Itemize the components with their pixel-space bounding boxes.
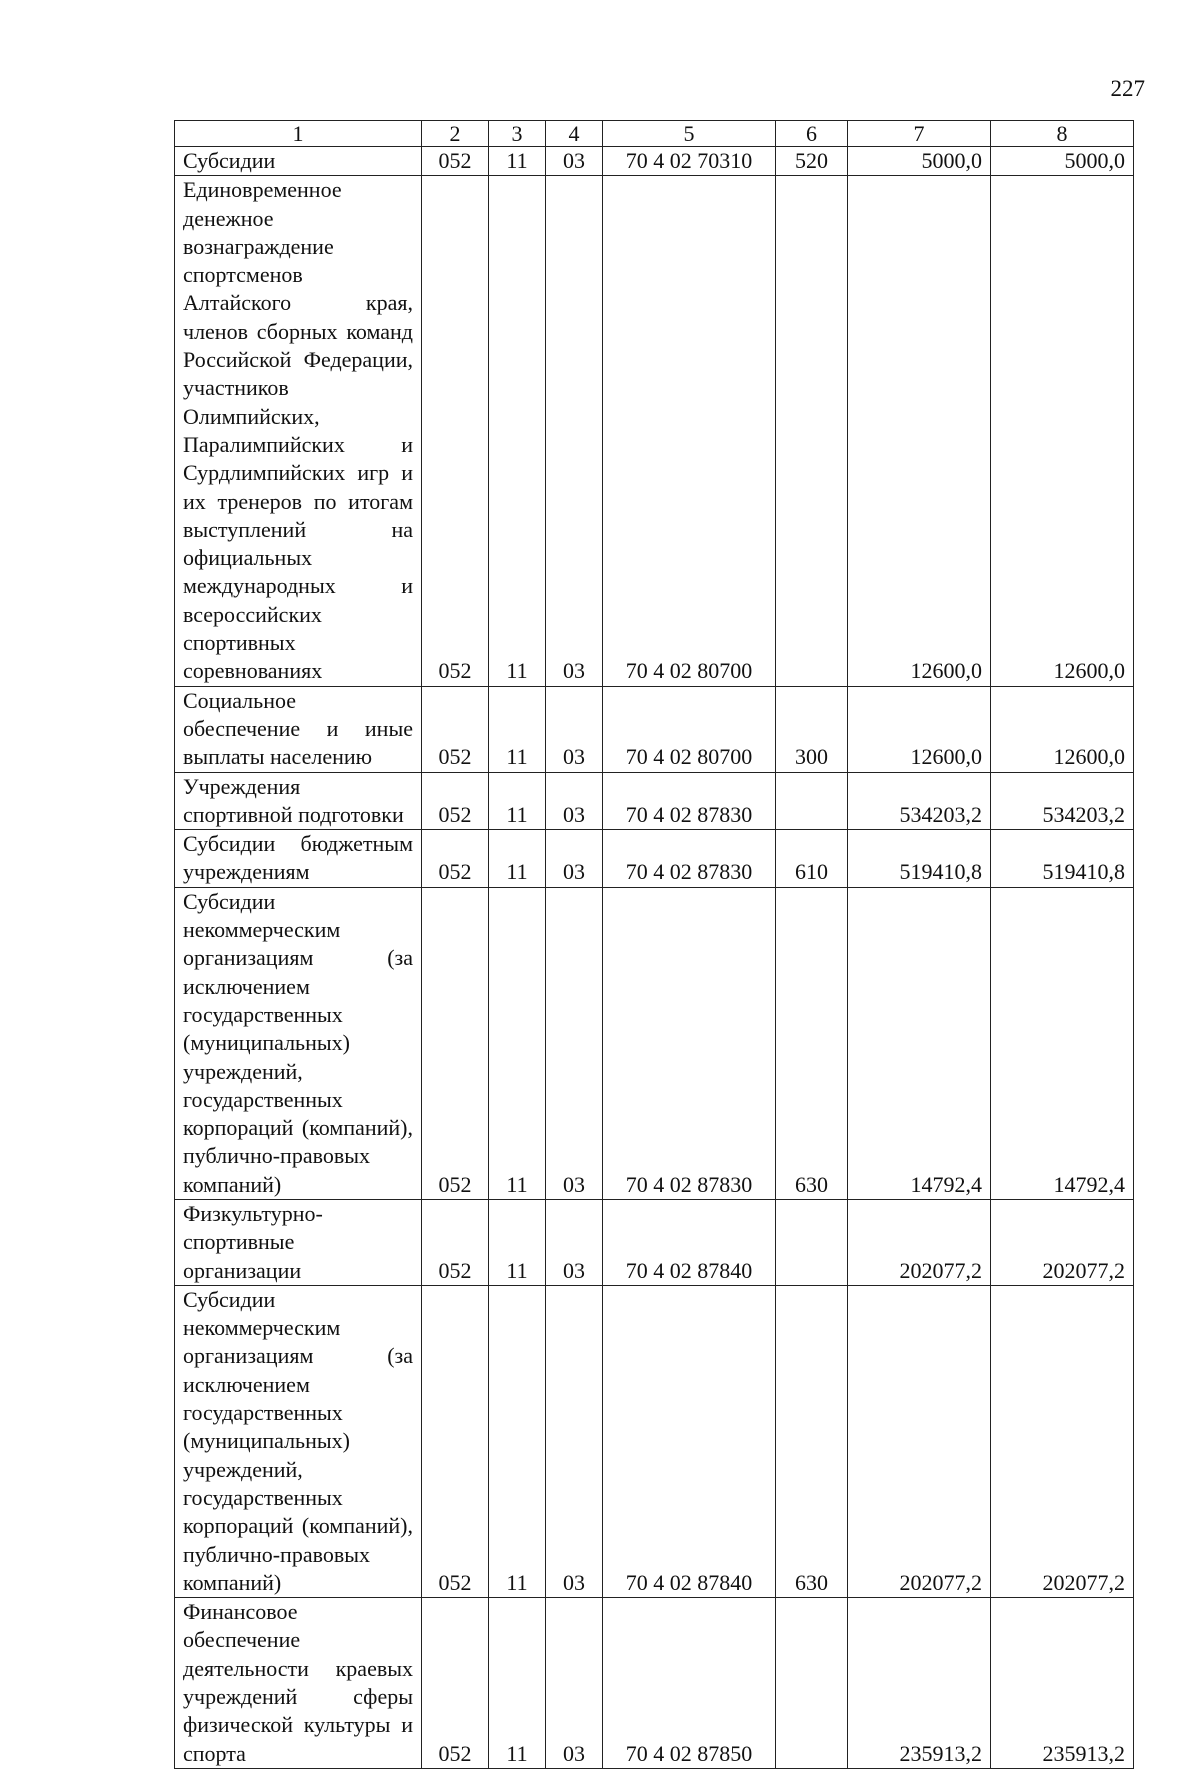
amount-cell: 534203,2: [991, 772, 1134, 830]
target-article-cell: 70 4 02 87830: [603, 772, 776, 830]
target-article-cell: 70 4 02 80700: [603, 686, 776, 772]
table-row: [175, 887, 1134, 1199]
subsection-code-cell: 03: [546, 1285, 603, 1597]
amount-cell: 235913,2: [991, 1598, 1134, 1769]
table-row: [175, 772, 1134, 830]
table-row: [175, 830, 1134, 888]
table-row: [175, 1285, 1134, 1597]
expense-type-cell: 520: [776, 147, 848, 176]
amount-cell: 5000,0: [991, 147, 1134, 176]
amount-cell: 12600,0: [991, 176, 1134, 686]
target-article-cell: 70 4 02 70310: [603, 147, 776, 176]
table-row: [175, 686, 1134, 772]
amount-cell: 534203,2: [848, 772, 991, 830]
column-number: 1: [175, 121, 422, 147]
ministry-code-cell: 052: [422, 1199, 489, 1285]
section-code-cell: 11: [489, 1285, 546, 1597]
expense-type-cell: 630: [776, 1285, 848, 1597]
column-number: 6: [776, 121, 848, 147]
ministry-code-cell: 052: [422, 147, 489, 176]
section-code-cell: 11: [489, 686, 546, 772]
ministry-code-cell: 052: [422, 1598, 489, 1769]
subsection-code-cell: 03: [546, 1199, 603, 1285]
target-article-cell: 70 4 02 87840: [603, 1199, 776, 1285]
column-number: 3: [489, 121, 546, 147]
expense-name-cell: Физкультурно-спортивные организации: [175, 1199, 422, 1285]
ministry-code-cell: 052: [422, 686, 489, 772]
amount-cell: 519410,8: [848, 830, 991, 888]
column-number: 8: [991, 121, 1134, 147]
section-code-cell: 11: [489, 830, 546, 888]
ministry-code-cell: 052: [422, 1285, 489, 1597]
subsection-code-cell: 03: [546, 147, 603, 176]
amount-cell: 12600,0: [848, 686, 991, 772]
ministry-code-cell: 052: [422, 887, 489, 1199]
target-article-cell: 70 4 02 87850: [603, 1598, 776, 1769]
target-article-cell: 70 4 02 87830: [603, 887, 776, 1199]
ministry-code-cell: 052: [422, 772, 489, 830]
amount-cell: 519410,8: [991, 830, 1134, 888]
section-code-cell: 11: [489, 176, 546, 686]
page-number: 227: [1110, 76, 1145, 101]
amount-cell: 5000,0: [848, 147, 991, 176]
subsection-code-cell: 03: [546, 686, 603, 772]
expense-type-cell: [776, 176, 848, 686]
target-article-cell: 70 4 02 80700: [603, 176, 776, 686]
target-article-cell: 70 4 02 87840: [603, 1285, 776, 1597]
amount-cell: 12600,0: [848, 176, 991, 686]
subsection-code-cell: 03: [546, 176, 603, 686]
table-row: [175, 1598, 1134, 1769]
amount-cell: 12600,0: [991, 686, 1134, 772]
expense-name-cell: Финансовое обеспечение деятельности краевых учреждений сферы физической культуры и спорта: [175, 1598, 422, 1769]
section-code-cell: 11: [489, 1598, 546, 1769]
amount-cell: 14792,4: [991, 887, 1134, 1199]
expense-type-cell: 300: [776, 686, 848, 772]
expense-name-cell: Социальное обеспечение и иные выплаты населению: [175, 686, 422, 772]
amount-cell: 202077,2: [991, 1199, 1134, 1285]
section-code-cell: 11: [489, 772, 546, 830]
expense-type-cell: [776, 772, 848, 830]
subsection-code-cell: 03: [546, 887, 603, 1199]
ministry-code-cell: 052: [422, 176, 489, 686]
subsection-code-cell: 03: [546, 1598, 603, 1769]
expense-type-cell: [776, 1598, 848, 1769]
expense-name-cell: Субсидии некоммерческим организациям (за исключением государственных (муниципальных) учреждений, государственных корпораций (компаний), публично-правовых компаний): [175, 887, 422, 1199]
section-code-cell: 11: [489, 887, 546, 1199]
column-number: 2: [422, 121, 489, 147]
expense-type-cell: 630: [776, 887, 848, 1199]
column-number: 4: [546, 121, 603, 147]
table-row: [175, 1199, 1134, 1285]
expense-name-cell: Субсидии бюджетным учреждениям: [175, 830, 422, 888]
expense-type-cell: 610: [776, 830, 848, 888]
column-number-row: [175, 121, 1134, 147]
subsection-code-cell: 03: [546, 772, 603, 830]
table-row: [175, 176, 1134, 686]
column-number: 5: [603, 121, 776, 147]
column-number: 7: [848, 121, 991, 147]
ministry-code-cell: 052: [422, 830, 489, 888]
section-code-cell: 11: [489, 147, 546, 176]
amount-cell: 202077,2: [848, 1285, 991, 1597]
expense-name-cell: Учреждения спортивной подготовки: [175, 772, 422, 830]
budget-table: [174, 120, 1134, 1769]
subsection-code-cell: 03: [546, 830, 603, 888]
amount-cell: 202077,2: [848, 1199, 991, 1285]
amount-cell: 202077,2: [991, 1285, 1134, 1597]
table-row: [175, 147, 1134, 176]
expense-name-cell: Субсидии некоммерческим организациям (за исключением государственных (муниципальных) учреждений, государственных корпораций (компаний), публично-правовых компаний): [175, 1285, 422, 1597]
amount-cell: 14792,4: [848, 887, 991, 1199]
section-code-cell: 11: [489, 1199, 546, 1285]
expense-name-cell: Субсидии: [175, 147, 422, 176]
target-article-cell: 70 4 02 87830: [603, 830, 776, 888]
expense-name-cell: Единовременное денежное вознаграждение спортсменов Алтайского края, членов сборных команд Российской Федерации, участников Олимпийских, Паралимпийских и Сурдлимпийских игр и их тренеров по итогам выступлений на официальных международных и всероссийских спортивных соревнованиях: [175, 176, 422, 686]
expense-type-cell: [776, 1199, 848, 1285]
amount-cell: 235913,2: [848, 1598, 991, 1769]
